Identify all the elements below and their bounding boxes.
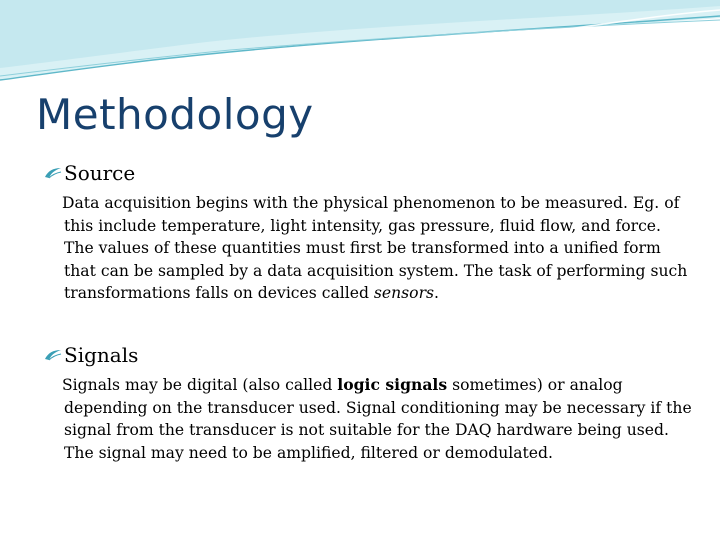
section-heading-text: Signals bbox=[64, 343, 139, 367]
swoosh-bullet-icon bbox=[44, 348, 62, 362]
section-body bbox=[44, 374, 694, 464]
section-body bbox=[44, 192, 694, 305]
section-heading-text: Source bbox=[64, 161, 136, 185]
emphasized-term: sensors bbox=[373, 284, 435, 302]
section-heading bbox=[44, 160, 694, 186]
bold-term: logic signals bbox=[337, 375, 448, 394]
section-source bbox=[44, 160, 694, 305]
section-heading bbox=[44, 342, 694, 368]
body-text-end: sometimes) or analog depending on the transducer used. Signal conditioning may be necessary if the signal from the transducer is not suitable for the DAQ hardware being used. The signal may need to be amplified, filtered or demodulated. bbox=[64, 376, 692, 462]
swoosh-bullet-icon bbox=[44, 166, 62, 180]
body-text: Signals may be digital (also called bbox=[62, 376, 338, 394]
body-text-end: . bbox=[434, 284, 439, 302]
section-signals bbox=[44, 342, 694, 464]
body-text: Data acquisition begins with the physical phenomenon to be measured. Eg. of this include temperature, light intensity, gas pressure, fluid flow, and force. The values of these quantities must first be transformed into a unified form that can be sampled by a data acquisition system. The task of performing such transformations falls on devices called bbox=[62, 194, 688, 302]
slide-title: Methodology bbox=[36, 90, 314, 139]
header-wave-decoration bbox=[0, 0, 720, 90]
